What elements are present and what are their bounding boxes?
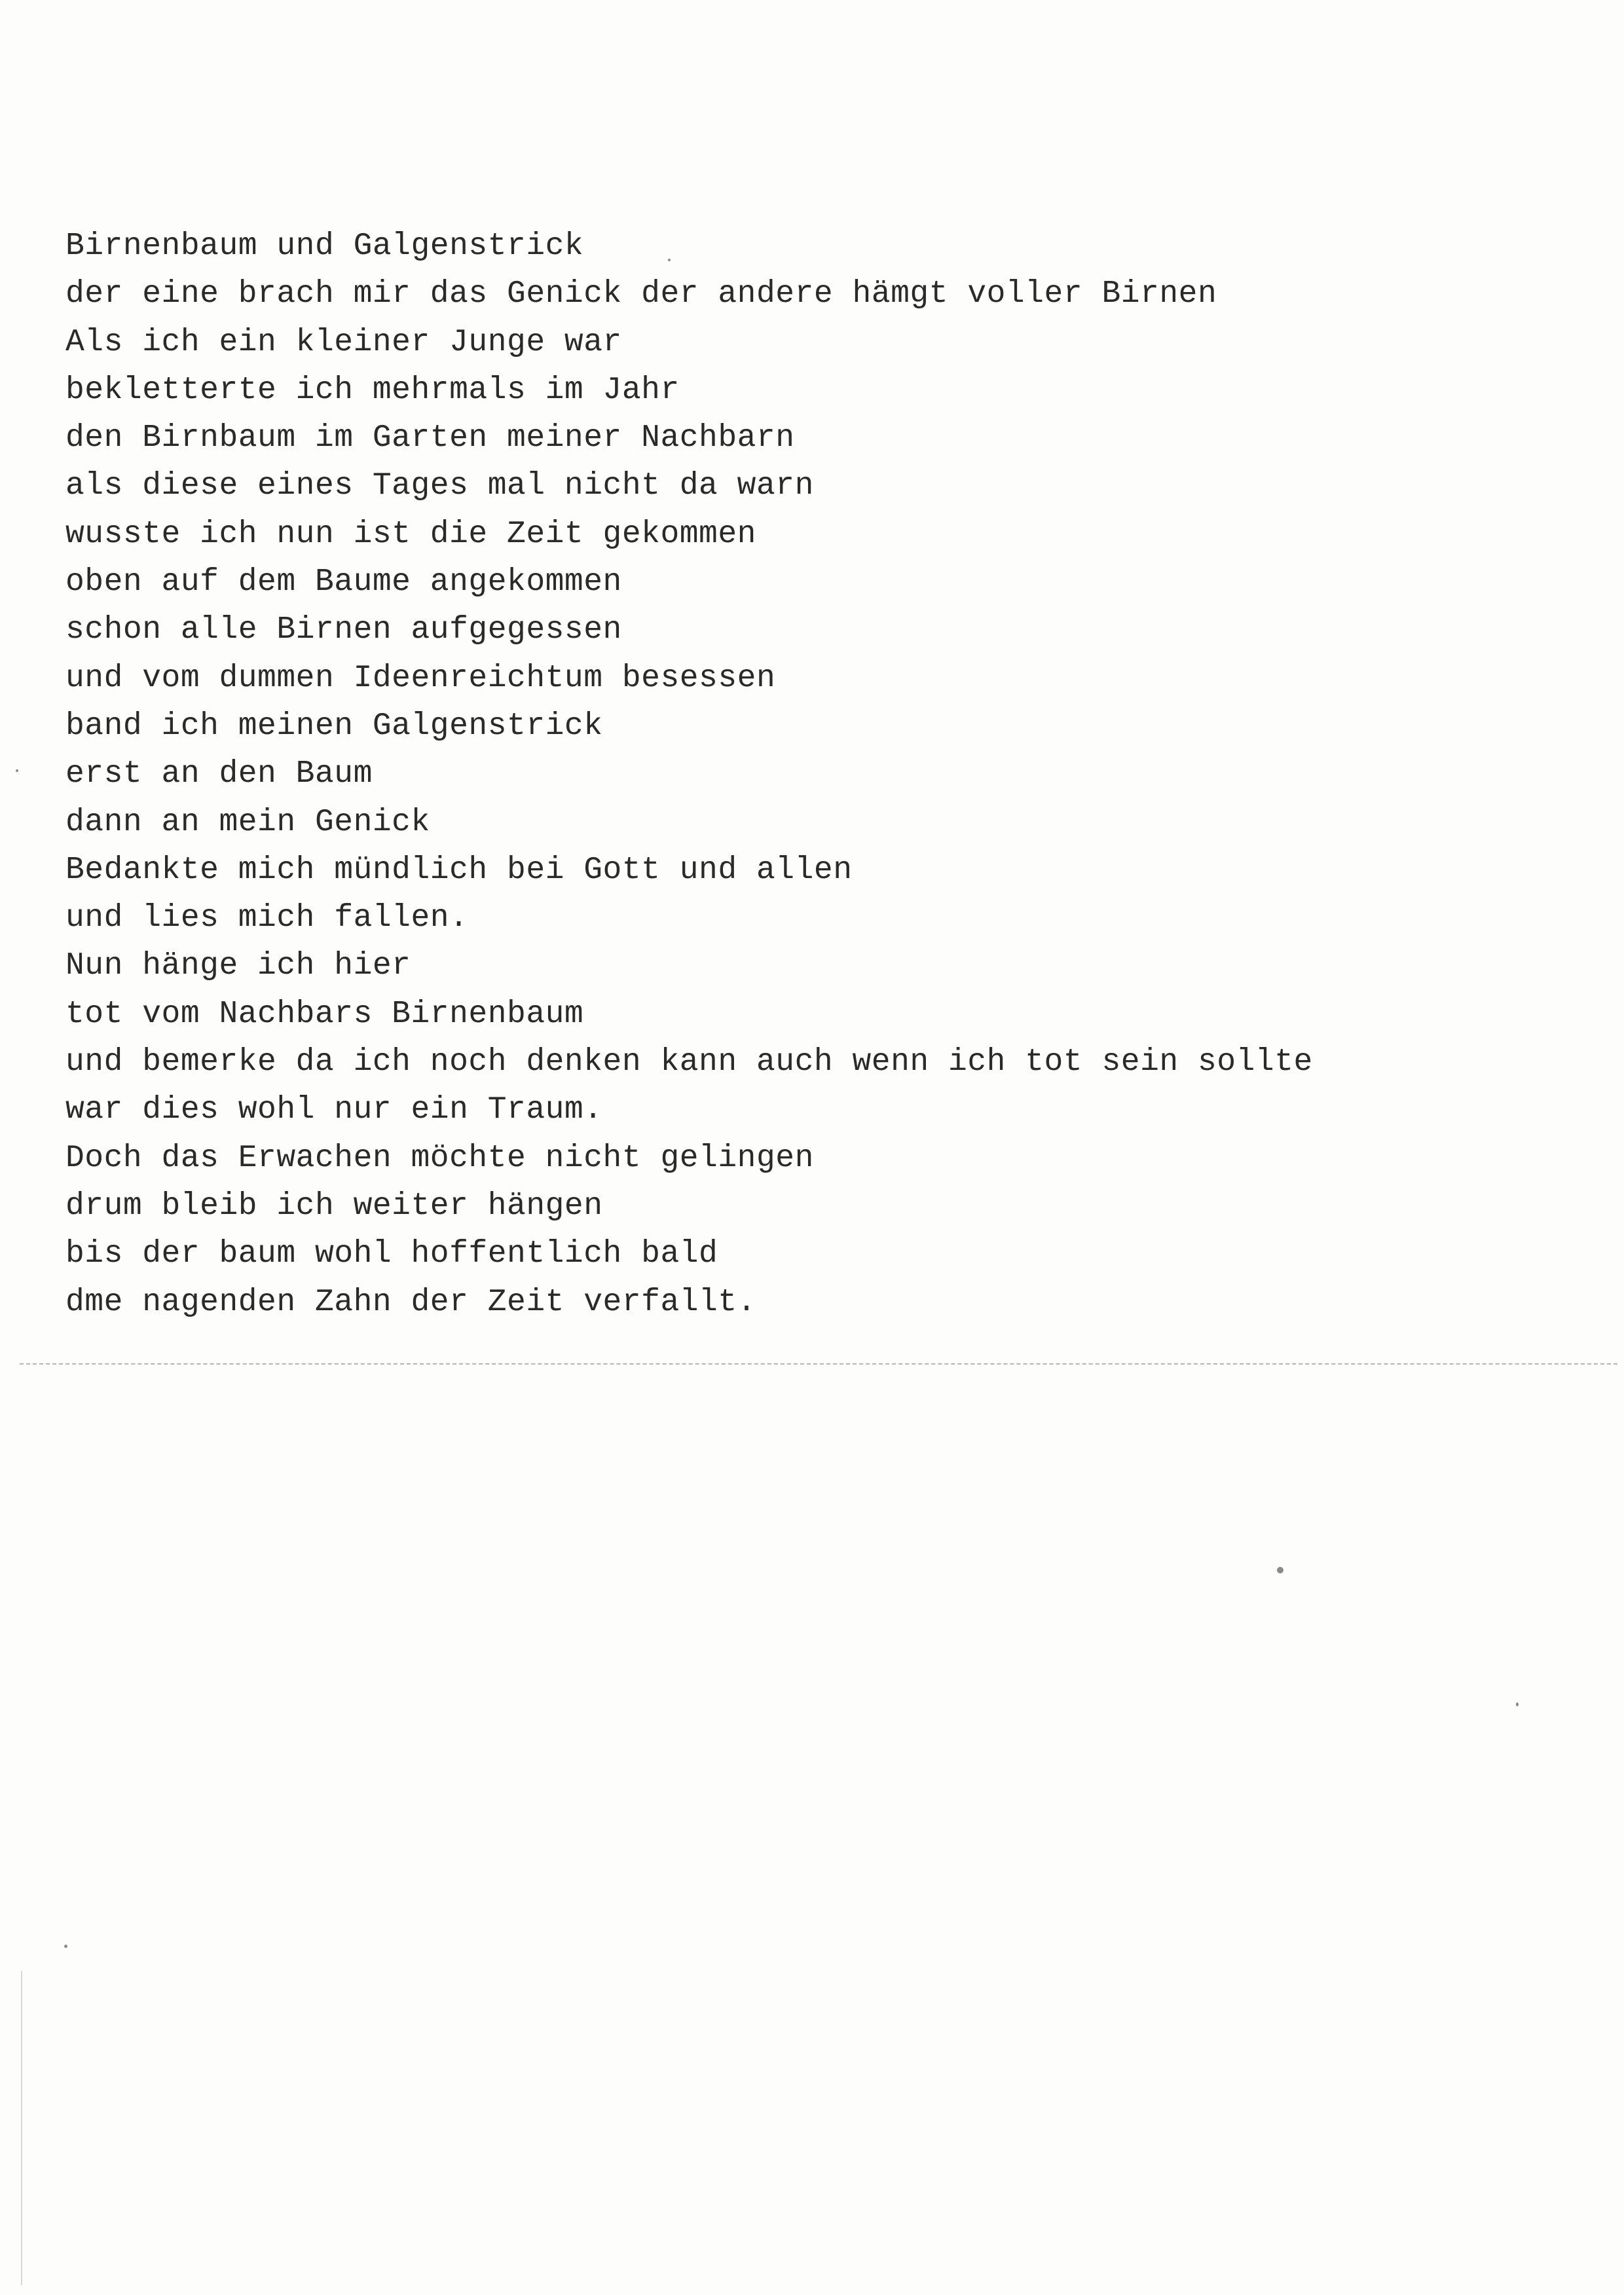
paper-speck — [1516, 1702, 1519, 1706]
poem-line: Doch das Erwachen möchte nicht gelingen — [65, 1140, 814, 1176]
poem-line: erst an den Baum — [65, 756, 373, 792]
poem-line: der eine brach mir das Genick der andere hämgt voller Birnen — [65, 276, 1217, 312]
poem-line: und vom dummen Ideenreichtum besessen — [65, 660, 776, 696]
poem-line: war dies wohl nur ein Traum. — [65, 1092, 603, 1128]
poem-line: Birnenbaum und Galgenstrick — [65, 229, 584, 264]
poem-line: oben auf dem Baume angekommen — [65, 564, 622, 600]
poem-text — [65, 223, 1506, 1327]
poem-line: wusste ich nun ist die Zeit gekommen — [65, 516, 756, 552]
poem-line: Nun hänge ich hier — [65, 948, 411, 984]
poem-line: den Birnbaum im Garten meiner Nachbarn — [65, 420, 795, 456]
poem-line: Bedankte mich mündlich bei Gott und allen — [65, 852, 853, 888]
poem-line: band ich meinen Galgenstrick — [65, 708, 603, 744]
poem-line: und lies mich fallen. — [65, 900, 469, 936]
poem-line: schon alle Birnen aufgegessen — [65, 612, 622, 648]
poem-line: dann an mein Genick — [65, 804, 430, 840]
poem-line: dme nagenden Zahn der Zeit verfallt. — [65, 1284, 756, 1320]
poem-line: tot vom Nachbars Birnenbaum — [65, 996, 584, 1032]
poem-line: Als ich ein kleiner Junge war — [65, 324, 622, 360]
paper-speck — [1277, 1567, 1283, 1573]
fold-line-divider — [20, 1363, 1617, 1365]
poem-line: als diese eines Tages mal nicht da warn — [65, 468, 814, 504]
paper-speck — [668, 259, 671, 261]
poem-line: bis der baum wohl hoffentlich bald — [65, 1236, 718, 1272]
paper-speck — [64, 1945, 67, 1948]
poem-line: und bemerke da ich noch denken kann auch wenn ich tot sein sollte — [65, 1044, 1313, 1080]
paper-speck — [16, 769, 18, 772]
poem-line: bekletterte ich mehrmals im Jahr — [65, 372, 680, 408]
paper-edge-mark — [21, 1971, 22, 2285]
poem-line: drum bleib ich weiter hängen — [65, 1188, 603, 1224]
